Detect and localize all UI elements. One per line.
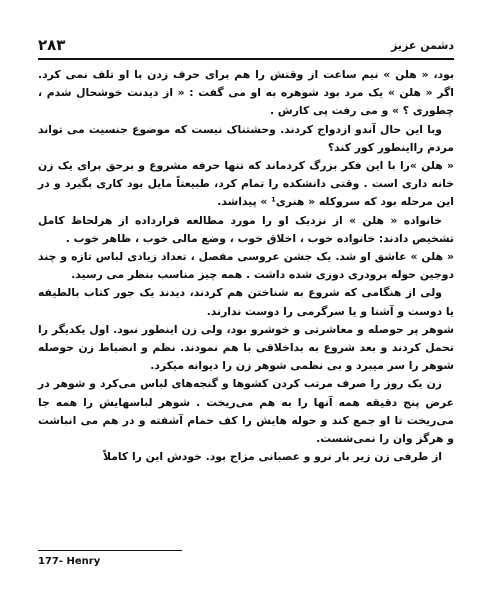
running-title: دشمن عزیز: [391, 38, 454, 52]
header-rule: [38, 58, 454, 60]
paragraph: شوهر پر حوصله و معاشرتی و خوشرو بود، ولی زن اینطور نبود. اول یکدیگر را تحمل کردند و بعد شروع به بداخلاقی با هم نمودند. نظم و انضباط زن حوصله شوهر را سر میبرد و بی نظمی شوهر زن را دیوانه میکرد.: [38, 322, 454, 373]
page-number: ۲۸۳: [38, 36, 66, 54]
paragraph: « هلن » عاشق او شد. یک جشن عروسی مفصل ، تعداد زیادی لباس تازه و چند دوجین حوله برودری دوزی شده داشت . همه چیز مناسب بنظر می رسید.: [38, 250, 454, 282]
footnote-rule: [38, 550, 182, 551]
book-page: [38, 34, 454, 574]
page-header: [38, 34, 454, 56]
paragraph: خانواده « هلن » از نزدیک او را مورد مطالعه قرارداده از هرلحاظ کامل تشخیص دادند: خانواده خوب ، اخلاق خوب ، وضع مالی خوب ، ظاهر خوب .: [38, 213, 454, 245]
paragraph: وبا این حال آندو ازدواج کردند. وحشتناک نیست که موضوع جنسیت می تواند مردم رااینطور کور کند؟: [38, 122, 454, 154]
paragraph: ولی از هنگامی که شروع به شناختن هم کردند، دیدند یک جور کتاب بالطیفه یا دوست و آشنا و یا سرگرمی را دوست ندارند.: [38, 286, 454, 318]
footnote: 177- Henry: [38, 556, 101, 567]
body-text: [38, 66, 454, 466]
paragraph: از طرفی زن زیر بار نرو و عصبانی مزاج بود. خودش این را کاملاً: [103, 450, 442, 464]
paragraph: زن یک روز را صرف مرتب کردن کشوها و گنجه‌های لباس می‌کرد و شوهر در عرض پنج دقیقه همه آنها را به هم می‌ریخت . شوهر لباسهایش را همه جا می‌ریخت تا او جمع کند و حوله هایش را کف حمام آشفته و در هم می انباشت و هرگز وان را نمی‌شست.: [38, 377, 454, 446]
paragraph: بود، « هلن » نیم ساعت از وقتش را هم برای حرف زدن با او تلف نمی کرد. اگر « هلن » یک مرد بود شوهره به او می گفت : « از دیدنت خوشحال شدم ، چطوری ؟ » و می رفت پی کارش .: [38, 68, 454, 118]
paragraph: « هلن »را با این فکر بزرگ کردماند که تنها حرفه مشروع و برحق برای یک زن خانه داری است . وقتی دانشکده را تمام کرد، طبیعتاً مایل بود کاری بگیرد و در این مرحله بود که سروکله « هنری¹ » پیداشد.: [38, 159, 454, 209]
